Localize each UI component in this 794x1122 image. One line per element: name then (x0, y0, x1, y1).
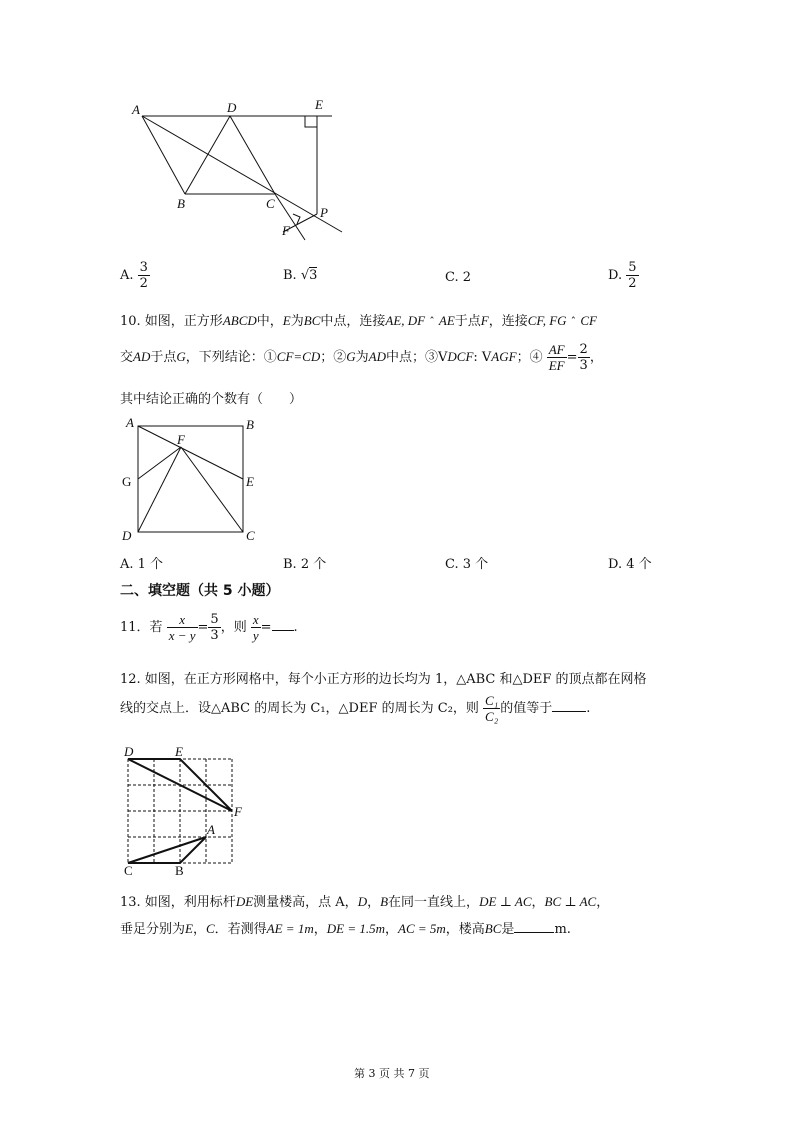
q10-text: ；④ (516, 350, 543, 365)
section-heading (120, 580, 280, 600)
q12-label-C: C (124, 863, 133, 878)
q10-text: 中， (256, 314, 283, 329)
q10-fraction-den: 3 (579, 358, 588, 373)
q10-label-C: C (246, 528, 255, 543)
q10-equals: = (566, 350, 578, 365)
q10-label-G: G (122, 474, 132, 489)
q10-math: CF, FG (527, 313, 567, 328)
q10-math: ABCD (222, 313, 257, 328)
q10-option-c[interactable]: C. 3 个 (445, 557, 489, 572)
q11-fraction-den: 3 (210, 628, 219, 643)
q13-math: BC (484, 921, 502, 936)
q11-answer-blank[interactable] (272, 618, 294, 631)
q13-math: BC ⊥ AC (544, 894, 597, 909)
q9-option-d[interactable] (608, 260, 639, 291)
q13-math: AE = 1m (266, 921, 314, 936)
q10-line1 (120, 310, 597, 329)
q10-text: ，连接 (488, 314, 528, 329)
q12-line2 (120, 693, 590, 724)
q13-text: ， (531, 895, 545, 910)
q10-math: E (282, 313, 291, 328)
q10-math: AE (438, 313, 455, 328)
q9-option-a-num: 3 (139, 260, 148, 275)
q10-option-d[interactable]: D. 4 个 (608, 557, 652, 572)
sqrt-icon: √ (300, 268, 310, 283)
q9-label-F: F (282, 223, 290, 238)
q13-math: B (380, 894, 389, 909)
q11-fraction-den: x − y (168, 628, 196, 643)
q10-line2 (120, 342, 603, 373)
q10-math: G (176, 349, 186, 364)
q13-text: ， (367, 895, 381, 910)
q13-text: 测量楼高，点 A， (253, 895, 358, 910)
q10-figure (118, 414, 268, 546)
q12-text: 的值等于 (500, 701, 553, 716)
q10-math: G (346, 349, 356, 364)
q9-option-a-den: 2 (139, 276, 148, 291)
q10-text: 于点 (150, 350, 177, 365)
q12-fraction (483, 693, 500, 724)
q13-math: D (357, 894, 368, 909)
q12-fraction-den: C₂ (485, 709, 499, 724)
q10-label-E: E (246, 474, 254, 489)
q12-line1: 12. 如图，在正方形网格中，每个小正方形的边长均为 1，△ABC 和△DEF 的顶点都在网格 (120, 672, 647, 687)
q12-label-B: B (175, 863, 184, 878)
q10-math: F (480, 313, 489, 328)
q13-line1 (120, 891, 609, 910)
q10-fraction-num: 2 (579, 342, 588, 357)
q13-math: DE = 1.5m (326, 921, 385, 936)
q13-text: 13. 如图，利用标杆 (120, 895, 236, 910)
q13-text: m. (554, 922, 571, 937)
q13-text: 在同一直线上， (388, 895, 480, 910)
q9-figure (120, 92, 360, 247)
q9-label-B: B (177, 196, 185, 211)
q13-text: 垂足分别为 (120, 922, 186, 937)
q10-text: 为 (355, 350, 369, 365)
q10-math: BC (303, 313, 321, 328)
q10-option-b[interactable]: B. 2 个 (283, 557, 327, 572)
q10-fraction-2-3 (578, 342, 590, 373)
q13-text: ， (192, 922, 206, 937)
q10-text: : V (473, 350, 492, 365)
q13-math: DE (235, 894, 254, 909)
q9-option-c[interactable]: C. 2 (445, 270, 472, 285)
q9-option-b-prefix: B. (283, 268, 297, 283)
q12-label-F: F (234, 804, 242, 819)
q10-text: ，下列结论：① (185, 350, 277, 365)
q10-text: ， (589, 350, 603, 365)
q10-line3: 其中结论正确的个数有（ ） (120, 392, 303, 407)
q9-option-a-fraction (138, 260, 150, 291)
q13-math: C (205, 921, 215, 936)
q11-text: . (293, 620, 298, 635)
q11-equals: = (197, 620, 209, 635)
q12-text: . (586, 701, 591, 716)
q13-text: ．若测得 (214, 922, 267, 937)
section-title: 二、填空题（共 5 小题） (120, 583, 280, 599)
q9-option-d-prefix: D. (608, 268, 623, 283)
q10-label-B: B (246, 417, 254, 432)
q13-line2 (120, 918, 571, 937)
q9-option-d-den: 2 (628, 276, 637, 291)
q12-label-E: E (175, 744, 183, 759)
q10-option-a[interactable]: A. 1 个 (120, 557, 164, 572)
q9-label-A: A (132, 102, 140, 117)
q9-option-b[interactable] (283, 268, 317, 283)
q12-label-A: A (207, 822, 215, 837)
q10-fraction-num: AF (548, 342, 565, 357)
q9-label-D: D (227, 100, 237, 115)
q9-option-a-prefix: A. (120, 268, 134, 283)
page-footer: 第 3 页 共 7 页 (354, 1067, 430, 1080)
q10-label-A: A (126, 415, 134, 430)
q11-fraction-num: x (167, 612, 198, 628)
q11-text: 11．若 (120, 620, 163, 635)
q10-math: CF=CD (276, 349, 321, 364)
q10-math: AGF (491, 349, 517, 364)
q9-option-b-radicand: 3 (309, 268, 318, 283)
q11-fraction-num: x (252, 612, 259, 627)
q10-text: ；② (320, 350, 347, 365)
q10-text: 为 (290, 314, 304, 329)
q10-symbol: ˆ (429, 315, 435, 328)
q11-fraction-rhs (208, 612, 220, 643)
q13-text: ， (384, 922, 398, 937)
q11-line (120, 612, 298, 643)
q11-equals: = (260, 620, 272, 635)
q11-fraction-den: y (252, 628, 259, 643)
q9-option-a[interactable] (120, 260, 150, 291)
q10-text: 中点，连接 (320, 314, 386, 329)
q11-text: ，则 (220, 620, 247, 635)
q12-figure (118, 745, 258, 880)
q13-math: AC = 5m (398, 921, 446, 936)
q11-fraction-num: 5 (210, 612, 219, 627)
q13-text: ，楼高 (445, 922, 485, 937)
q10-math: AE, DF (385, 313, 426, 328)
q11-fraction-ask (251, 612, 261, 643)
q10-fraction-den: EF (548, 358, 565, 373)
q10-math: CF (580, 313, 597, 328)
q10-fraction-af-ef (547, 342, 567, 373)
q10-label-F: F (177, 432, 185, 447)
q11-fraction-lhs (167, 612, 198, 643)
q10-text: 中点；③V (386, 350, 448, 365)
q10-math: DCF (447, 349, 474, 364)
q12-answer-blank[interactable] (552, 699, 586, 712)
q13-text: ， (596, 895, 610, 910)
q10-text: 交 (120, 350, 134, 365)
q13-text: 是 (501, 922, 515, 937)
q10-math: AD (368, 349, 386, 364)
q13-text: ， (313, 922, 327, 937)
q9-label-C: C (266, 196, 275, 211)
q9-option-d-fraction (626, 260, 638, 291)
q9-option-d-num: 5 (628, 260, 637, 275)
q10-label-D: D (122, 528, 132, 543)
q12-fraction-num: C₁ (485, 693, 499, 708)
q10-text: 10. 如图，正方形 (120, 314, 223, 329)
q10-math: AD (133, 349, 151, 364)
q13-math: E (185, 921, 193, 936)
q9-label-P: P (320, 205, 328, 220)
q13-math: DE ⊥ AC (479, 894, 532, 909)
q12-label-D: D (124, 744, 134, 759)
q13-answer-blank[interactable] (514, 920, 554, 933)
q9-label-E: E (315, 97, 323, 112)
q10-text: 于点 (454, 314, 481, 329)
q10-symbol: ˆ (570, 315, 577, 328)
q12-text: 线的交点上．设△ABC 的周长为 C₁，△DEF 的周长为 C₂，则 (120, 701, 479, 716)
